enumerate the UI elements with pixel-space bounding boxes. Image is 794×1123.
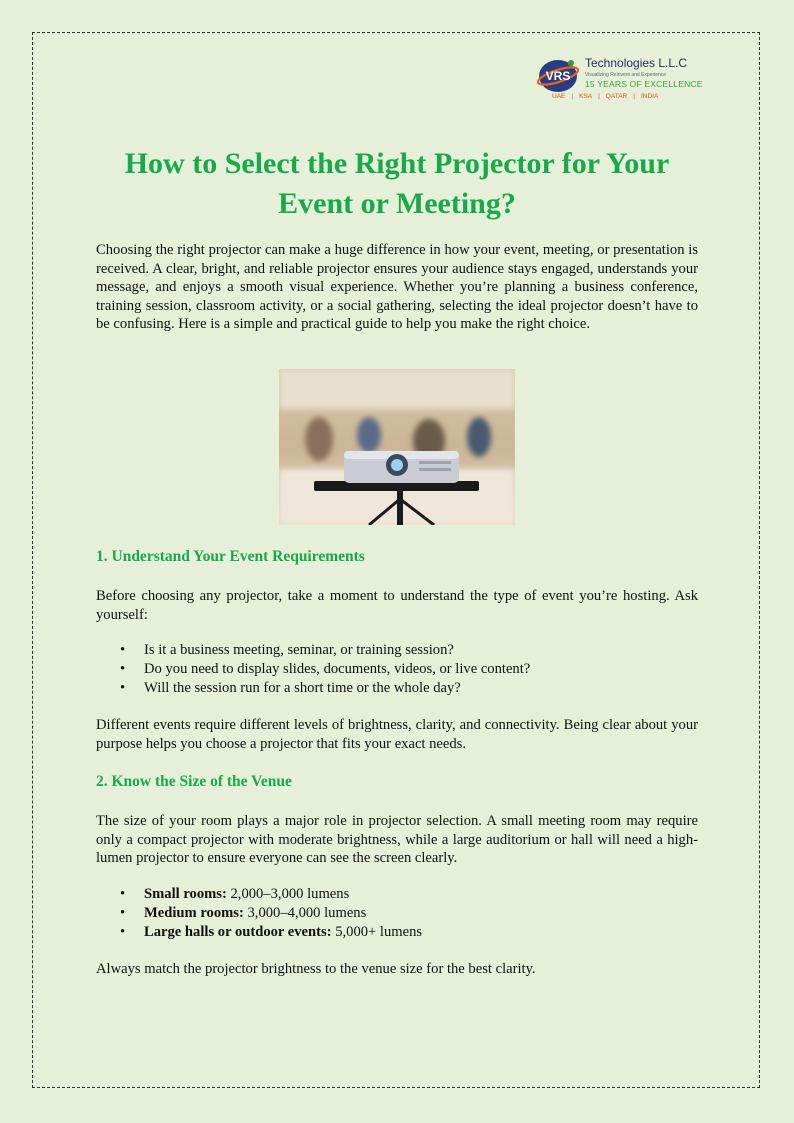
projector-photo [279, 369, 515, 525]
section-1-lead: Before choosing any projector, take a moment to understand the type of event you’re hosting. Ask yourself: [96, 588, 698, 623]
section-2-heading: 2. Know the Size of the Venue [96, 773, 292, 790]
region-uae: UAE [552, 93, 566, 100]
region-india: INDIA [640, 93, 659, 100]
logo-mark: VRS [545, 69, 571, 83]
list-item-value: 3,000–4,000 lumens [243, 905, 367, 921]
list-item [144, 923, 698, 942]
section-1-list [96, 641, 698, 698]
section-2-lead: The size of your room plays a major role in projector selection. A small meeting room may require only a compact projector with moderate brightness, while a large auditorium or hall will need a high-lumen projector to ensure everyone can see the screen clearly. [96, 813, 698, 866]
list-item-label: Medium rooms: [144, 905, 244, 921]
page-title: How to Select the Right Projector for Your Event or Meeting? [124, 147, 670, 220]
region-separator: | [571, 93, 574, 100]
list-item [144, 885, 698, 904]
section-1-heading: 1. Understand Your Event Requirements [96, 548, 365, 565]
list-item-label: Large halls or outdoor events: [144, 924, 332, 940]
region-separator: | [633, 93, 635, 100]
logo-regions [552, 93, 658, 100]
list-item: • Will the session run for a short time or the whole day? [144, 679, 698, 698]
list-item: • Is it a business meeting, seminar, or training session? [144, 641, 698, 660]
region-qatar: QATAR [605, 93, 628, 100]
list-item-value: 5,000+ lumens [331, 924, 423, 940]
region-ksa: KSA [579, 93, 593, 100]
list-item: • Do you need to display slides, documents, videos, or live content? [144, 660, 698, 679]
logo-years: 15 YEARS OF EXCELLENCE [585, 79, 703, 89]
list-item-label: Small rooms: [144, 886, 227, 902]
section-2-closing: Always match the projector brightness to the venue size for the best clarity. [96, 961, 536, 977]
section-2-list [96, 885, 698, 942]
list-item [144, 904, 698, 923]
list-item-value: 2,000–3,000 lumens [226, 886, 350, 902]
logo-tagline: Visualizing Reinvent and Experience [585, 72, 667, 78]
company-logo [537, 53, 707, 103]
region-separator: | [598, 93, 600, 100]
intro-paragraph: Choosing the right projector can make a huge difference in how your event, meeting, or presentation is received. A clear, bright, and reliable projector ensures your audience stays engaged, understands your message, and enjoys a smooth visual experience. Whether you’re planning a business conference, training session, classroom activity, or a social gathering, selecting the ideal projector doesn’t have to be confusing. Here is a simple and practical guide to help you make the right choice. [96, 242, 698, 332]
globe-logo-icon [537, 57, 579, 95]
logo-company-name: Technologies L.L.C [585, 56, 688, 70]
section-1-closing: Different events require different levels of brightness, clarity, and connectivity. Being clear about your purpose helps you choose a projector that fits your exact needs. [96, 717, 698, 752]
